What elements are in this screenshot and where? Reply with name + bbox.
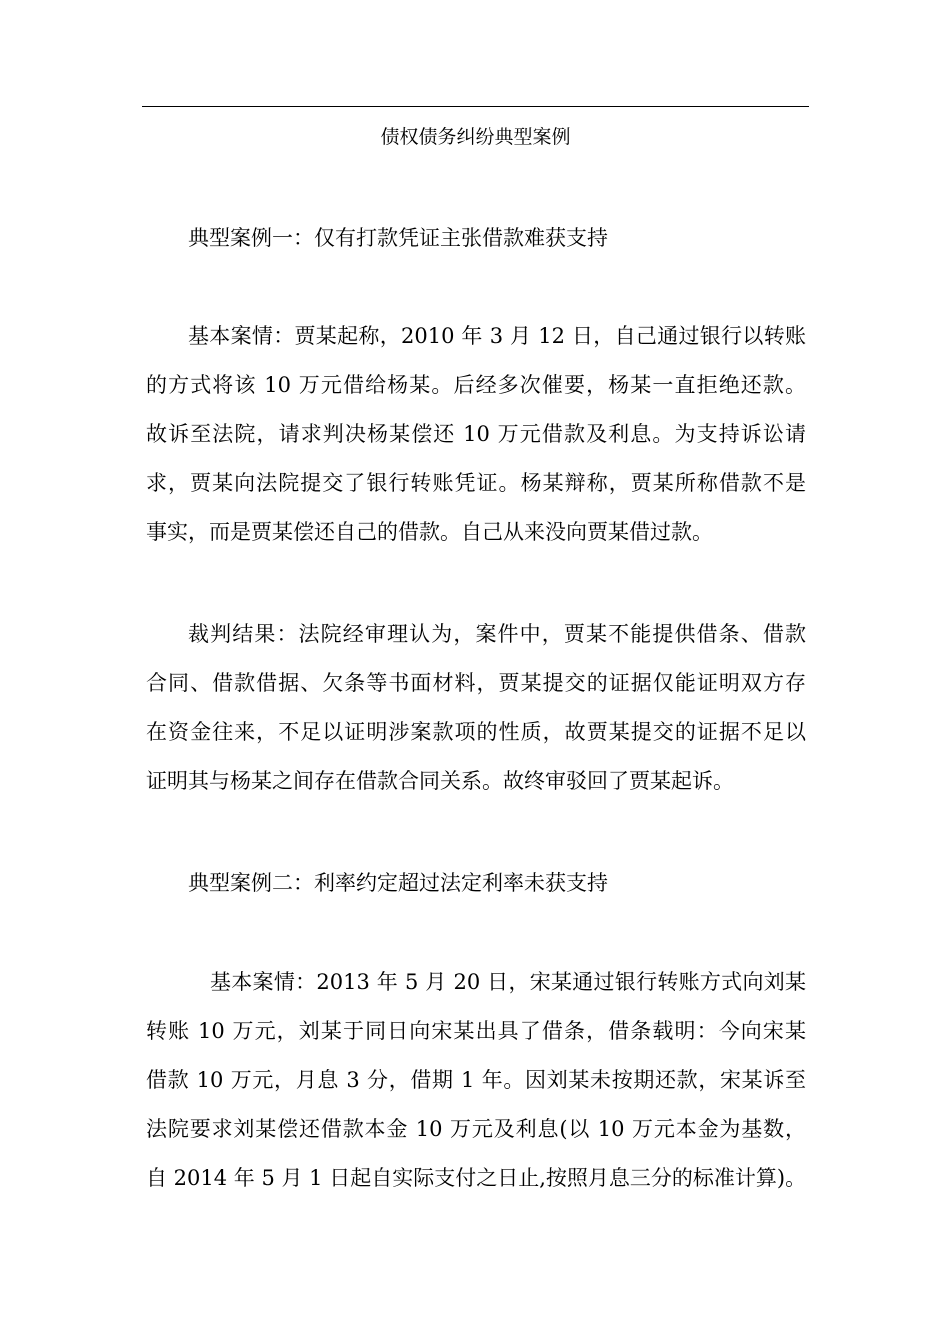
case1-heading: 典型案例一：仅有打款凭证主张借款难获支持 [188,226,608,250]
header-rule [142,106,809,107]
case2-heading: 典型案例二：利率约定超过法定利率未获支持 [188,871,608,895]
case1-facts-line: 求，贾某向法院提交了银行转账凭证。杨某辩称，贾某所称借款不是 [146,471,806,495]
case1-facts-line: 事实，而是贾某偿还自己的借款。自己从来没向贾某借过款。 [146,520,713,544]
page-header-title: 债权债务纠纷典型案例 [380,126,571,148]
case2-facts-line: 借款 10 万元，月息 3 分，借期 1 年。因刘某未按期还款，宋某诉至 [146,1068,806,1092]
case1-ruling-line: 证明其与杨某之间存在借款合同关系。故终审驳回了贾某起诉。 [146,769,734,793]
case2-facts-line: 基本案情：2013 年 5 月 20 日，宋某通过银行转账方式向刘某 [210,970,806,994]
case1-ruling-line: 裁判结果：法院经审理认为，案件中，贾某不能提供借条、借款 [188,622,806,646]
case1-ruling-line: 合同、借款借据、欠条等书面材料，贾某提交的证据仅能证明双方存 [146,671,806,695]
case2-facts-line: 转账 10 万元，刘某于同日向宋某出具了借条，借条载明：今向宋某 [146,1019,806,1043]
case2-facts-line: 法院要求刘某偿还借款本金 10 万元及利息(以 10 万元本金为基数， [146,1117,806,1141]
case1-facts-line: 基本案情：贾某起称，2010 年 3 月 12 日，自己通过银行以转账 [188,324,806,348]
case1-facts-line: 的方式将该 10 万元借给杨某。后经多次催要，杨某一直拒绝还款。 [146,373,806,397]
case1-facts-line: 故诉至法院，请求判决杨某偿还 10 万元借款及利息。为支持诉讼请 [146,422,806,446]
case2-facts-line: 自 2014 年 5 月 1 日起自实际支付之日止,按照月息三分的标准计算)。 [146,1166,807,1190]
case1-ruling-line: 在资金往来，不足以证明涉案款项的性质，故贾某提交的证据不足以 [146,720,806,744]
